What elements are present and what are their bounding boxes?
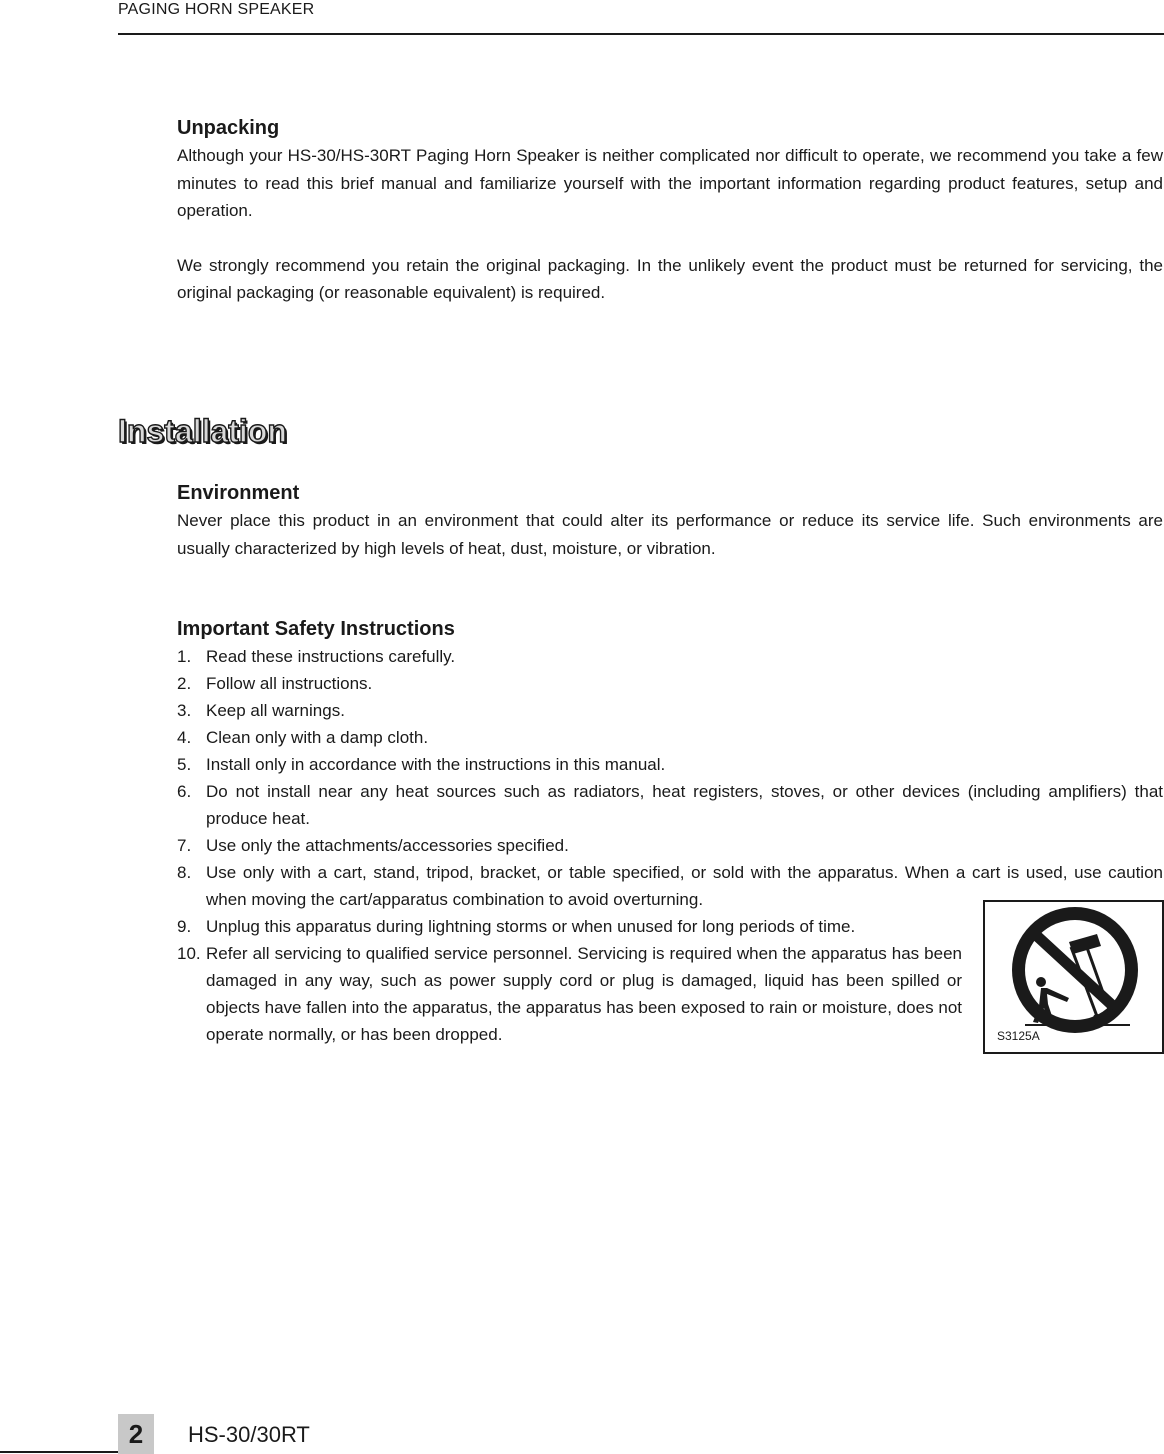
list-item: 8. Use only with a cart, stand, tripod, bracket, or table specified, or sold with the apparatus. When a cart is used, use caution when moving the cart/apparatus combination to avoid overturning. <box>177 863 1163 909</box>
list-item: 1. Read these instructions carefully. <box>177 647 456 666</box>
footer-model-name: HS-30/30RT <box>188 1422 310 1447</box>
list-item: 2. Follow all instructions. <box>177 674 373 693</box>
unpacking-paragraph-2: We strongly recommend you retain the original packaging. In the unlikely event the product must be returned for servicing, the original packaging (or reasonable equivalent) is required. <box>177 255 1163 302</box>
unpacking-heading: Unpacking <box>177 117 280 139</box>
list-item: 5. Install only in accordance with the instructions in this manual. <box>177 755 666 774</box>
unpacking-section <box>177 114 1163 307</box>
page-number: 2 <box>128 1419 144 1449</box>
cart-warning-symbol <box>983 900 1164 1054</box>
running-title: PAGING HORN SPEAKER <box>118 1 315 18</box>
environment-heading: Environment <box>177 482 300 504</box>
header-rule <box>118 33 1164 35</box>
list-item: 6. Do not install near any heat sources such as radiators, heat registers, stoves, or other devices (including amplifiers) that produce heat. <box>177 782 1163 828</box>
page-number-box <box>118 1414 154 1454</box>
environment-text: Never place this product in an environment that could alter its performance or reduce its service life. Such environments are usually characterized by high levels of heat, dust, moisture, or vibration. <box>177 511 1163 558</box>
list-item: 3. Keep all warnings. <box>177 701 345 720</box>
unpacking-paragraph-1: Although your HS-30/HS-30RT Paging Horn Speaker is neither complicated nor difficult to operate, we recommend you take a few minutes to read this brief manual and familiarize yourself with the important information regarding product features, setup and operation. <box>177 146 1163 220</box>
warning-symbol-code: S3125A <box>997 1029 1040 1043</box>
footer-rule <box>0 1451 118 1453</box>
installation-title: Installation <box>118 413 287 449</box>
safety-heading: Important Safety Instructions <box>177 618 455 640</box>
list-item: 10. Refer all servicing to qualified service personnel. Servicing is required when the apparatus has been damaged in any way, such as power supply cord or plug is damaged, liquid has been spilled or objects have fallen into the apparatus, the apparatus has been exposed to rain or moisture, does not operate normally, or has been dropped. <box>177 944 962 1044</box>
list-item: 4. Clean only with a damp cloth. <box>177 728 429 747</box>
environment-section <box>177 479 1163 562</box>
list-item: 7. Use only the attachments/accessories specified. <box>177 836 569 855</box>
list-item: 9. Unplug this apparatus during lightning storms or when unused for long periods of time. <box>177 917 856 936</box>
